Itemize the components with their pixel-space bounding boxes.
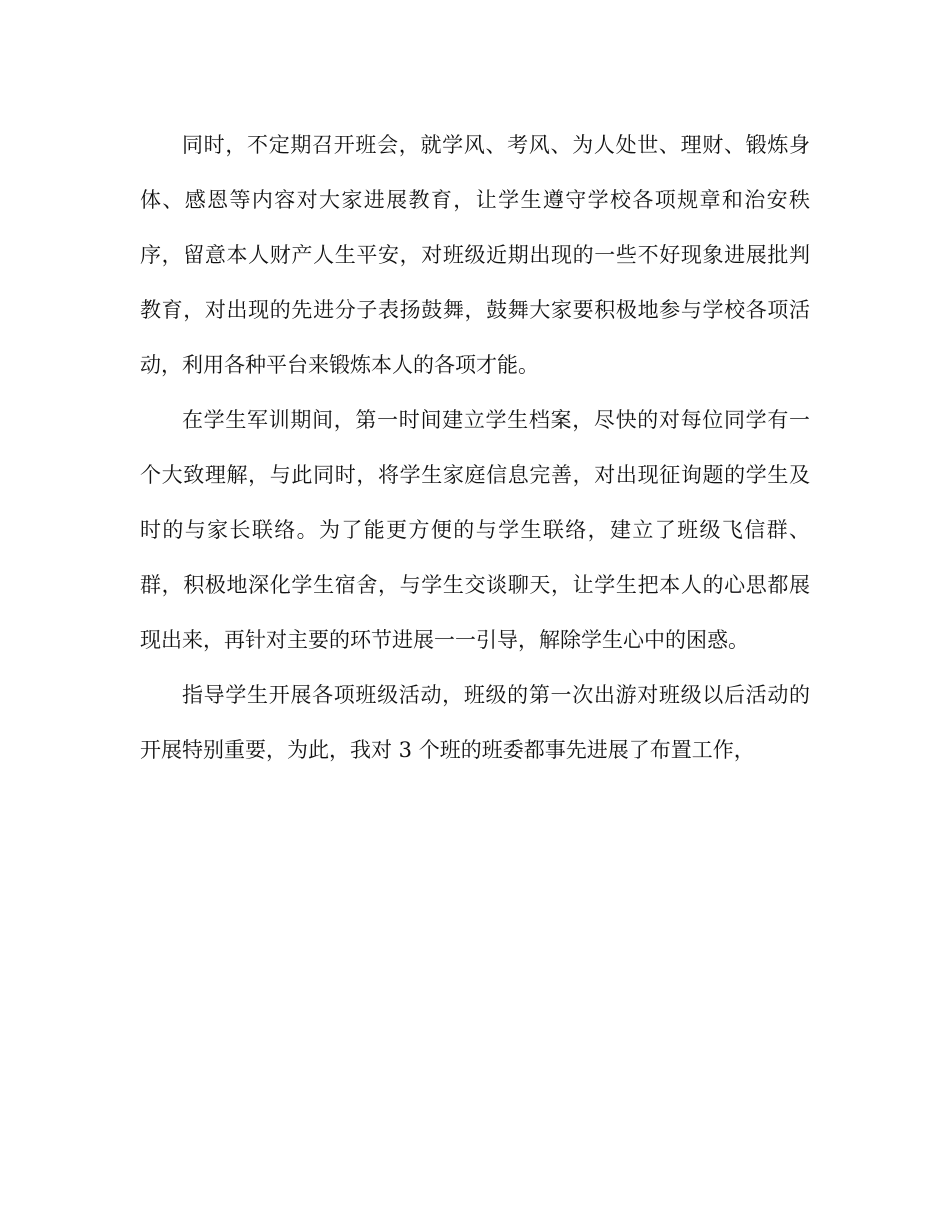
paragraph-class-activities: 指导学生开展各项班级活动，班级的第一次出游对班级以后活动的开展特别重要，为此，我对 3 个班的班委都事先进展了布置工作， [140,683,810,762]
paragraph-military-training: 在学生军训期间，第一时间建立学生档案，尽快的对每位同学有一个大致理解，与此同时，将学生家庭信息完善，对出现征询题的学生及时的与家长联络。为了能更方便的与学生联络，建立了班级飞信群、群，积极地深化学生宿舍，与学生交谈聊天，让学生把本人的心思都展现出来，再针对主要的环节进展一一引导，解除学生心中的困惑。 [140,408,810,652]
document-body [140,118,810,778]
paragraph-class-meetings: 同时，不定期召开班会，就学风、考风、为人处世、理财、锻炼身体、感恩等内容对大家进展教育，让学生遵守学校各项规章和治安秩序，留意本人财产人生平安，对班级近期出现的一些不好现象进展批判教育，对出现的先进分子表扬鼓舞，鼓舞大家要积极地参与学校各项活动，利用各种平台来锻炼本人的各项才能。 [140,133,810,377]
